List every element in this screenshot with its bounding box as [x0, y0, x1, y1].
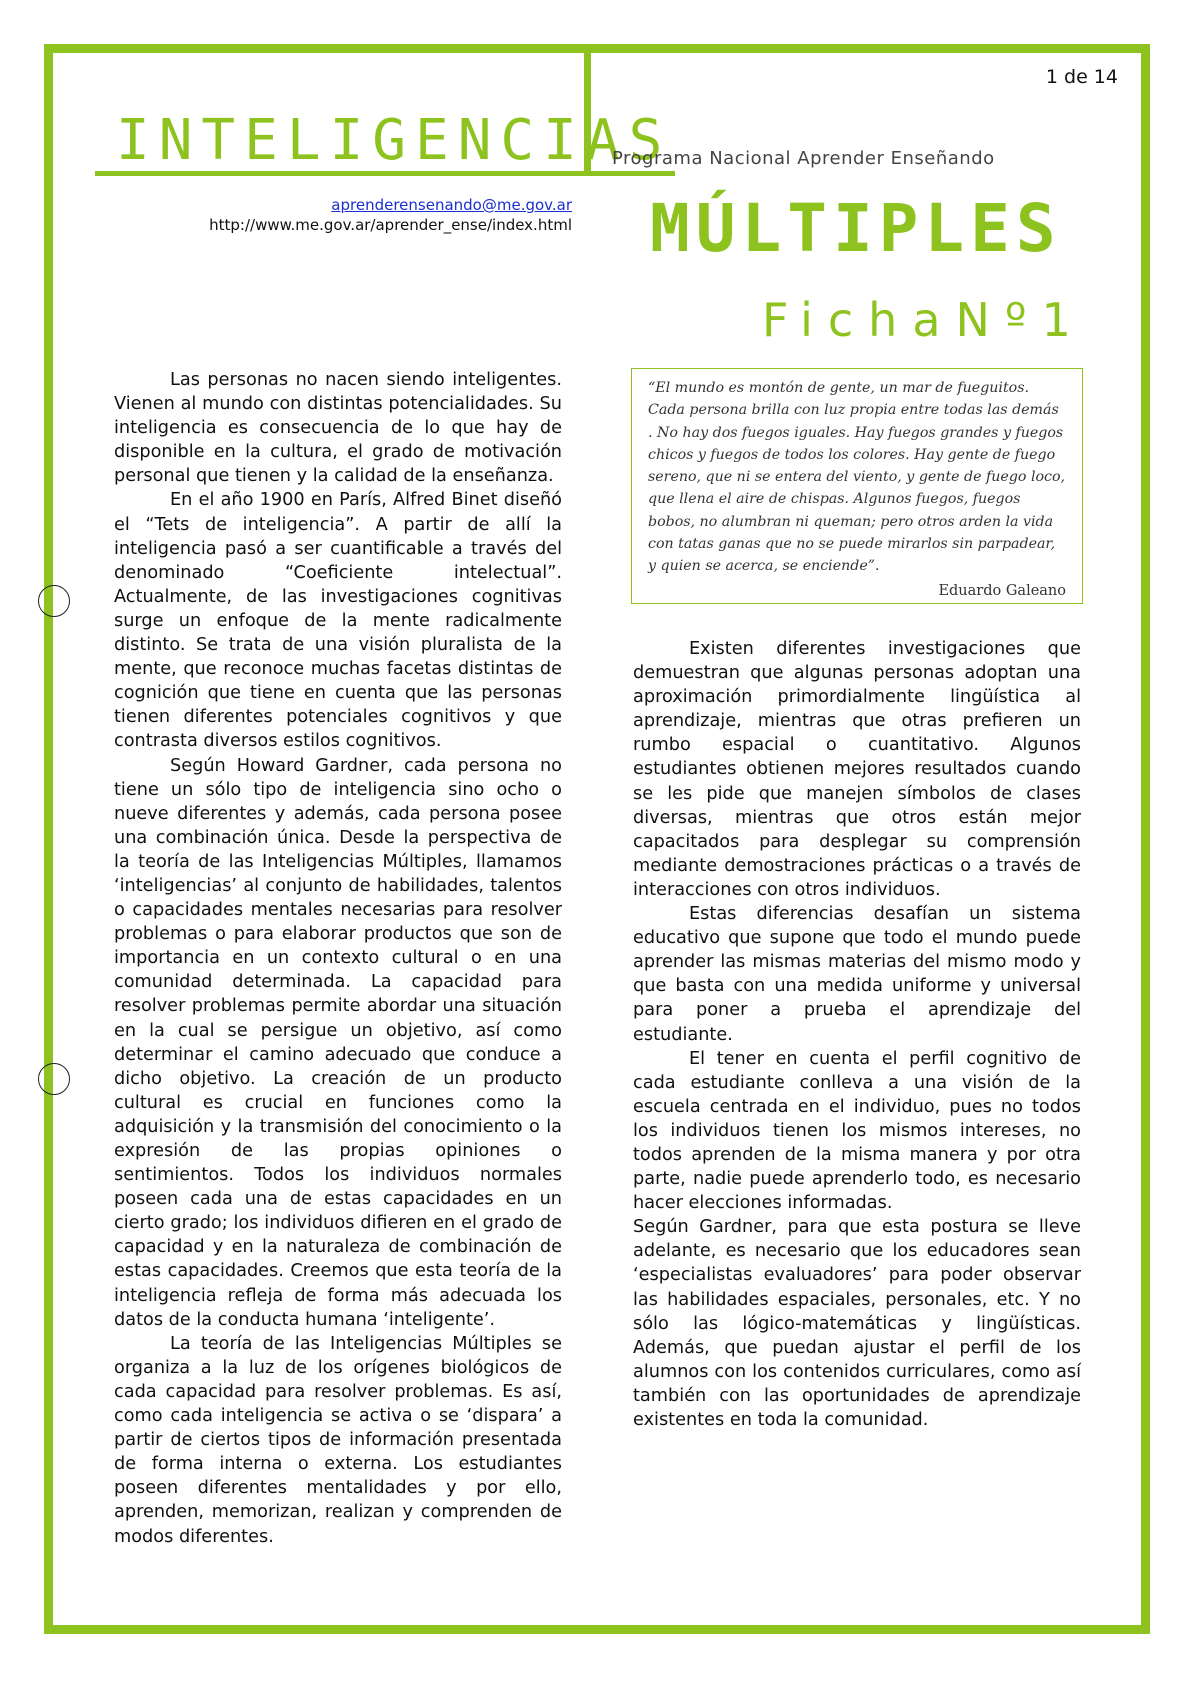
paragraph: Las personas no nacen siendo inteligentes. Vienen al mundo con distintas potencialidades. Su inteligencia es consecuencia de lo que hay de disponible en la cultura, el grado de motivación personal que tienen y la calidad de la enseñanza.	[114, 370, 562, 487]
paragraph: El tener en cuenta el perfil cognitivo de cada estudiante conlleva a una visión de la escuela centrada en el individuo, pues no todos los individuos tienen los mismos intereses, no todos aprenden de la misma manera y por otra parte, nadie puede aprenderlo todo, es necesario hacer elecciones informadas.	[633, 1048, 1081, 1214]
paragraph: Existen diferentes investigaciones que demuestran que algunas personas adoptan una aproximación primordialmente lingüística al aprendizaje, mientras que otras prefieren un rumbo espacial o cuantitativo. Algunos estudiantes obtienen mejores resultados cuando se les pide que manejen símbolos de clases diversas, mientras que otros están mejor capacitados para desplegar su comprensión mediante demostraciones prácticas o a través de interacciones con otros individuos.	[633, 639, 1081, 900]
program-name: Programa Nacional Aprender Enseñando	[612, 148, 995, 169]
right-text-column	[633, 637, 1081, 1432]
quote-box	[631, 368, 1083, 604]
website-url: http://www.me.gov.ar/aprender_ense/index.html	[209, 216, 572, 234]
paragraph: En el año 1900 en París, Alfred Binet diseñó el “Tets de inteligencia”. A partir de allí la inteligencia pasó a ser cuantificable a través del denominado “Coeficiente intelectual”. Actualmente, de las investigaciones cognitivas surge un enfoque de la mente radicalmente distinto. Se trata de una visión pluralista de la mente, que reconoce muchas facetas distintas de cognición que tiene en cuenta que las personas tienen diferentes potenciales cognitivos y que contrasta diversos estilos cognitivos.	[114, 490, 562, 752]
paragraph: Según Gardner, para que esta postura se lleve adelante, es necesario que los educadores sean ‘especialistas evaluadores’ para poder observar las habilidades espaciales, personales, etc. Y no sólo las lógico-matemáticas y lingüísticas. Además, que puedan ajustar el perfil de los alumnos con los contenidos curriculares, como así también con las oportunidades de aprendizaje existentes en toda la comunidad.	[633, 1217, 1081, 1430]
binder-hole-icon	[38, 1063, 70, 1095]
paragraph: Según Howard Gardner, cada persona no tiene un sólo tipo de inteligencia sino ocho o nueve diferentes y además, cada persona posee una combinación única. Desde la perspectiva de la teoría de las Inteligencias Múltiples, llamamos ‘inteligencias’ al conjunto de habilidades, talentos o capacidades mentales necesarias para resolver problemas o para elaborar productos que son de importancia en un contexto cultural o en una comunidad determinada. La capacidad para resolver problemas permite abordar una situación en la cual se persigue un objetivo, así como determinar el camino adecuado que conduce a dicho objetivo. La creación de un producto cultural es crucial en funciones como la adquisición y la transmisión del conocimiento o la expresión de las propias opiniones o sentimientos. Todos los individuos normales poseen cada una de estas capacidades en un cierto grado; los individuos difieren en el grado de capacidad y en la naturaleza de combinación de estas capacidades. Creemos que esta teoría de la inteligencia refleja de forma más adecuada los datos de la conducta humana ‘inteligente’.	[114, 755, 562, 1330]
page-number: 1 de 14	[1045, 66, 1118, 88]
quote-author: Eduardo Galeano	[938, 582, 1066, 599]
title-multiples: MÚLTIPLES	[650, 190, 1062, 267]
paragraph: La teoría de las Inteligencias Múltiples se organiza a la luz de los orígenes biológicos de cada capacidad para resolver problemas. Es así, como cada inteligencia se activa o se ‘dispara’ a partir de ciertos tipos de información presentada de forma interna o externa. Los estudiantes poseen diferentes mentalidades y por ello, aprenden, memorizan, realizan y comprenden de modos diferentes.	[114, 1333, 562, 1547]
left-text-column	[114, 368, 562, 1549]
quote-text: “El mundo es montón de gente, un mar de fueguitos. Cada persona brilla con luz propia entre todas las demás . No hay dos fuegos iguales. Hay fuegos grandes y fuegos chicos y fuegos de todos los colores. Hay gente de fuego sereno, que ni se entera del viento, y gente de fuego loco, que llena el aire de chispas. Algunos fuegos, fuegos bobos, no alumbran ni queman; pero otros arden la vida con tatas ganas que no se puede mirarlos sin parpadear, y quien se acerca, se enciende”.	[648, 380, 1066, 575]
binder-hole-icon	[38, 585, 70, 617]
email-link[interactable]: aprenderensenando@me.gov.ar	[331, 196, 572, 214]
title-inteligencias: INTELIGENCIAS	[116, 108, 672, 173]
paragraph: Estas diferencias desafían un sistema educativo que supone que todo el mundo puede aprender las mismas materias del mismo modo y que basta con una medida uniforme y universal para poner a prueba el aprendizaje del estudiante.	[633, 904, 1081, 1045]
ficha-number: FichaNº1	[762, 293, 1086, 347]
